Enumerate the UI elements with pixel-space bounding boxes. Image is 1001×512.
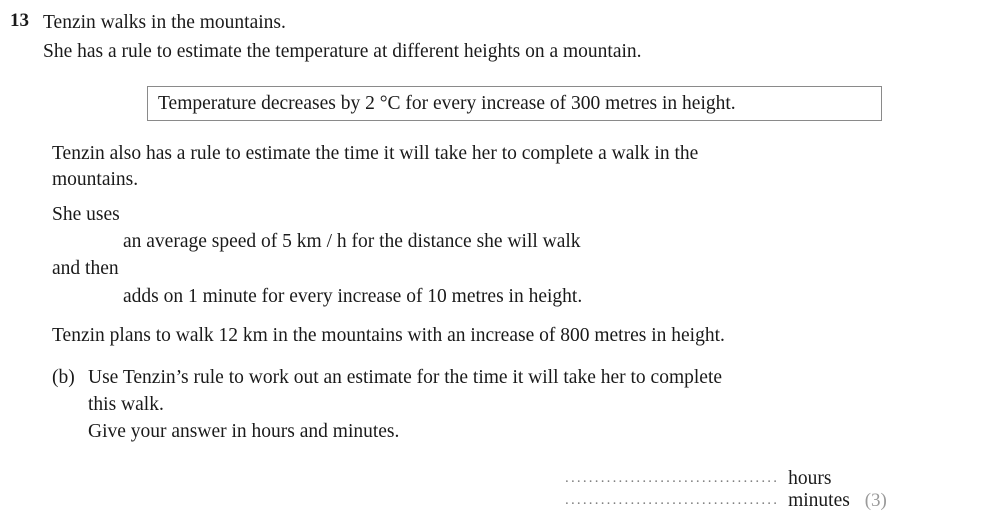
part-line-2: this walk. — [88, 394, 164, 415]
body-line-6: adds on 1 minute for every increase of 10 metres in height. — [123, 286, 583, 307]
answer-unit-minutes: minutes — [788, 490, 850, 511]
question-number: 13 — [10, 10, 29, 31]
intro-line-2: She has a rule to estimate the temperature at different heights on a mountain. — [43, 41, 642, 62]
body-line-7: Tenzin plans to walk 12 km in the mountains with an increase of 800 metres in height. — [52, 325, 725, 346]
answer-dots-minutes[interactable]: .................................... — [565, 492, 780, 508]
body-line-5: and then — [52, 258, 119, 279]
part-line-3: Give your answer in hours and minutes. — [88, 421, 400, 442]
part-line-1: Use Tenzin’s rule to work out an estimate for the time it will take her to complete — [88, 367, 723, 388]
temperature-rule-box — [147, 86, 882, 121]
body-line-3: She uses — [52, 204, 120, 225]
marks-allocation: (3) — [864, 490, 887, 511]
body-line-4: an average speed of 5 km / h for the distance she will walk — [123, 231, 581, 252]
part-label-b: (b) — [52, 367, 75, 388]
answer-line — [565, 468, 995, 511]
intro-line-1: Tenzin walks in the mountains. — [43, 12, 286, 33]
temperature-rule-text: Temperature decreases by 2 °C for every increase of 300 metres in height. — [158, 92, 736, 114]
answer-dots-hours[interactable]: .................................... — [565, 470, 780, 486]
body-line-2: mountains. — [52, 169, 139, 190]
body-line-1: Tenzin also has a rule to estimate the time it will take her to complete a walk in the — [52, 143, 699, 164]
answer-unit-hours: hours — [788, 468, 832, 489]
